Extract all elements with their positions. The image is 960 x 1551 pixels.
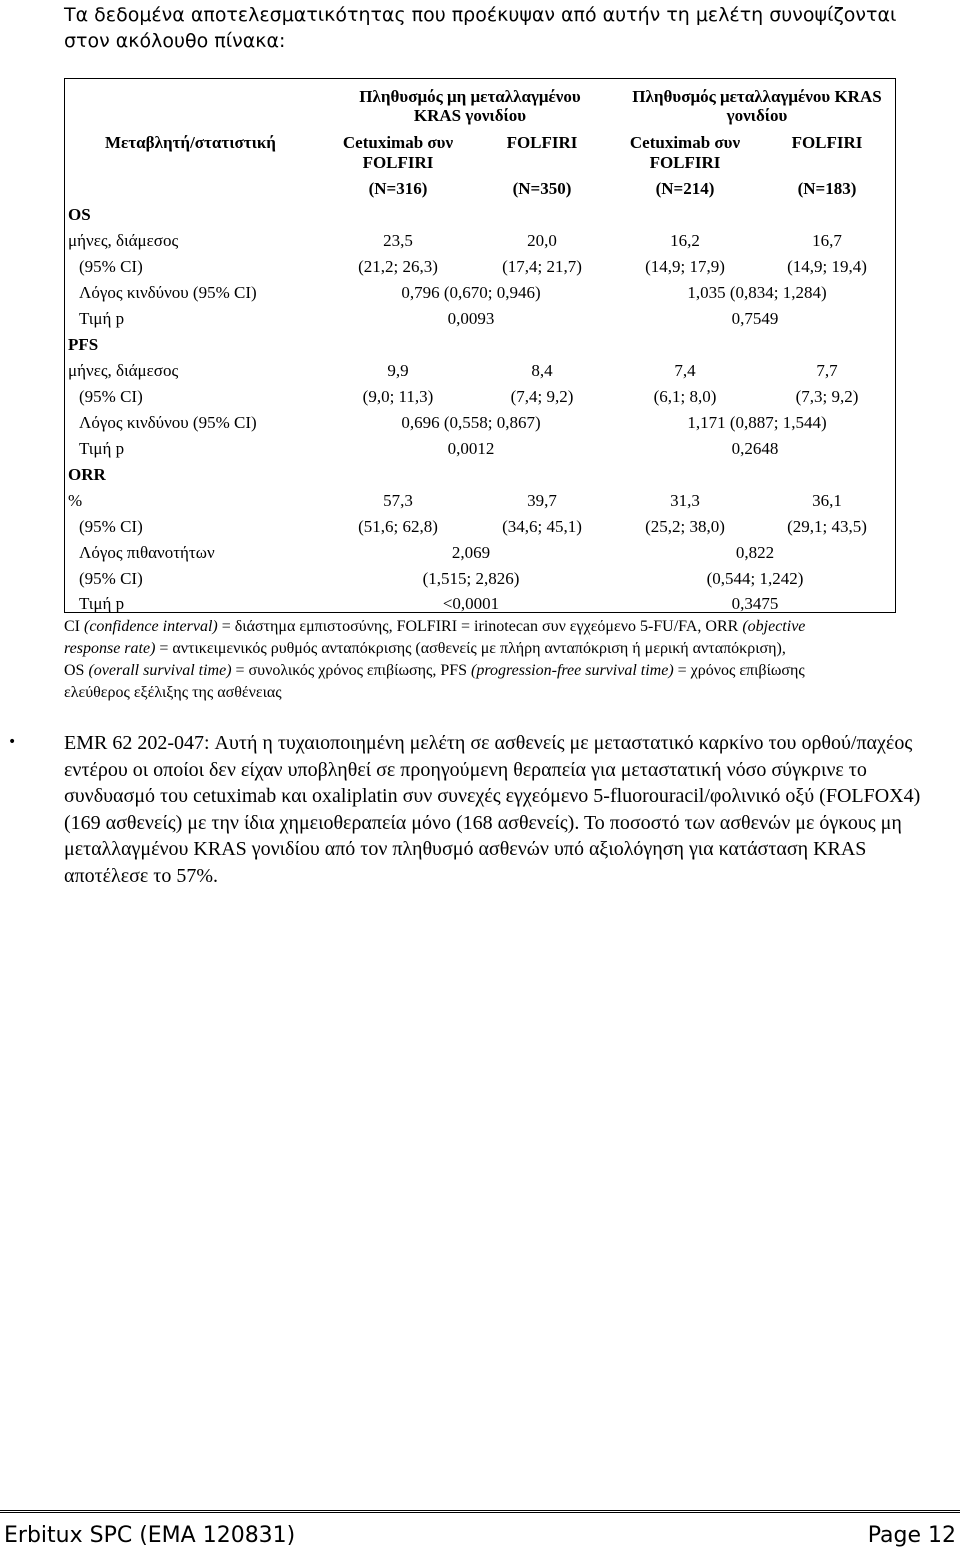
n-arm3: (N=214)	[655, 179, 715, 198]
orr-pct-arm2: 39,7	[527, 491, 557, 510]
study-paragraph: EMR 62 202-047: Αυτή η τυχαιοποιημένη μελέτη σε ασθενείς με μεταστατικό καρκίνο του ορθού/παχέος εντέρου οι οποίοι δεν είχαν υποβληθεί σε προηγούμενη θεραπεία για μεταστατική νόσο σύγκρινε το συνδυασμό του cetuximab και oxaliplatin συν συνεχές εγχεόμενο 5-fluorouracil/φολινικό οξύ (FOLFOX4) (169 ασθενείς) με την ίδια χημειοθεραπεία μόνο (168 ασθενείς). Το ποσοστό των ασθενών με όγκους μη μεταλλαγμένου KRAS γονιδίου από τον πληθυσμό ασθενών υπό αξιολόγηση για κατάσταση KRAS αποτέλεσε το 57%.	[64, 732, 921, 887]
efficacy-table	[64, 78, 896, 613]
intro-text: Τα δεδομένα αποτελεσματικότητας που προέκυψαν από αυτήν τη μελέτη συνοψίζονται στον ακόλουθο πίνακα:	[64, 4, 897, 52]
footnote-text: = χρόνος επιβίωσης	[673, 662, 805, 679]
footnote-italic: (progression-free survival time)	[471, 662, 674, 679]
pfs-p-mut: 0,2648	[731, 439, 779, 458]
footnote-text: = διάστημα εμπιστοσύνης, FOLFIRI = irinotecan συν εγχεόμενο 5-FU/FA, ORR	[217, 618, 743, 635]
os-median-arm1: 23,5	[383, 231, 413, 250]
pfs-ci-label: (95% CI)	[79, 387, 143, 406]
n-arm4: (N=183)	[797, 179, 857, 198]
orr-ci-arm3: (25,2; 38,0)	[645, 517, 725, 536]
footnote-text: = συνολικός χρόνος επιβίωσης, PFS	[231, 662, 472, 679]
os-ci-label: (95% CI)	[79, 257, 143, 276]
os-ci-arm1: (21,2; 26,3)	[358, 257, 438, 276]
orr-or-ci-label: (95% CI)	[79, 569, 143, 588]
footer-page-number: Page 12	[867, 1523, 956, 1548]
header-arm3-l2: FOLFIRI	[649, 153, 721, 172]
footnote-line-1	[64, 616, 944, 638]
n-arm1: (N=316)	[368, 179, 428, 198]
header-wt-group-1: Πληθυσμός μη μεταλλαγμένου	[359, 87, 581, 106]
os-p-label: Τιμή p	[79, 309, 125, 328]
footnote-text: CI	[64, 618, 84, 635]
os-hr-mut: 1,035 (0,834; 1,284)	[687, 283, 827, 302]
pfs-hr-label: Λόγος κινδύνου (95% CI)	[79, 413, 257, 432]
header-arm1-l1: Cetuximab συν	[342, 133, 454, 152]
pfs-median-arm4: 7,7	[816, 361, 838, 380]
os-ci-arm3: (14,9; 17,9)	[645, 257, 725, 276]
os-ci-arm2: (17,4; 21,7)	[502, 257, 582, 276]
orr-or-label: Λόγος πιθανοτήτων	[79, 543, 215, 562]
pfs-ci-arm3: (6,1; 8,0)	[653, 387, 717, 406]
pfs-median-arm2: 8,4	[531, 361, 553, 380]
os-median-label: μήνες, διάμεσος	[68, 231, 179, 250]
header-wt-group-2: KRAS γονιδίου	[413, 106, 527, 125]
footnote-italic: (confidence interval)	[84, 618, 218, 635]
orr-or-ci-wt: (1,515; 2,826)	[422, 569, 520, 588]
footnote-text: = αντικειμενικός ρυθμός ανταπόκρισης (ασθενείς με πλήρη ανταπόκριση ή μερική ανταπόκριση),	[155, 640, 786, 657]
pfs-median-label: μήνες, διάμεσος	[68, 361, 179, 380]
os-median-arm3: 16,2	[670, 231, 700, 250]
header-mut-group-2: γονιδίου	[726, 106, 788, 125]
os-hr-wt: 0,796 (0,670; 0,946)	[401, 283, 541, 302]
os-median-arm2: 20,0	[527, 231, 557, 250]
header-arm1-l2: FOLFIRI	[362, 153, 434, 172]
footer-divider	[0, 1510, 960, 1513]
orr-p-mut: 0,3475	[731, 594, 779, 613]
table-footnote	[64, 616, 944, 704]
orr-or-ci-mut: (0,544; 1,242)	[706, 569, 804, 588]
pfs-ci-arm2: (7,4; 9,2)	[510, 387, 574, 406]
header-variable: Μεταβλητή/στατιστική	[105, 133, 276, 152]
os-p-wt: 0,0093	[447, 309, 495, 328]
orr-pct-arm1: 57,3	[383, 491, 413, 510]
orr-ci-arm4: (29,1; 43,5)	[787, 517, 867, 536]
orr-pct-label: %	[68, 491, 83, 510]
footnote-line-4: ελεύθερος εξέλιξης της ασθένειας	[64, 684, 282, 701]
section-os: OS	[68, 205, 91, 224]
section-pfs: PFS	[68, 335, 99, 354]
orr-or-wt: 2,069	[451, 543, 491, 562]
pfs-median-arm3: 7,4	[674, 361, 696, 380]
orr-p-wt: <0,0001	[442, 594, 500, 613]
orr-ci-arm2: (34,6; 45,1)	[502, 517, 582, 536]
footnote-italic: response rate)	[64, 640, 156, 657]
os-median-arm4: 16,7	[812, 231, 842, 250]
footnote-line-2	[64, 638, 944, 660]
os-ci-arm4: (14,9; 19,4)	[787, 257, 867, 276]
os-p-mut: 0,7549	[731, 309, 779, 328]
orr-ci-label: (95% CI)	[79, 517, 143, 536]
orr-p-label: Τιμή p	[79, 594, 125, 613]
n-arm2: (N=350)	[512, 179, 572, 198]
footnote-italic: (objective	[742, 618, 806, 635]
bullet-icon: •	[8, 734, 17, 750]
header-arm3-l1: Cetuximab συν	[629, 133, 741, 152]
orr-pct-arm4: 36,1	[812, 491, 842, 510]
orr-ci-arm1: (51,6; 62,8)	[358, 517, 438, 536]
pfs-ci-arm1: (9,0; 11,3)	[362, 387, 434, 406]
orr-pct-arm3: 31,3	[670, 491, 700, 510]
pfs-hr-wt: 0,696 (0,558; 0,867)	[401, 413, 541, 432]
header-arm4: FOLFIRI	[791, 133, 863, 152]
os-hr-label: Λόγος κινδύνου (95% CI)	[79, 283, 257, 302]
footnote-italic: (overall survival time)	[88, 662, 232, 679]
pfs-ci-arm4: (7,3; 9,2)	[795, 387, 859, 406]
pfs-hr-mut: 1,171 (0,887; 1,544)	[687, 413, 827, 432]
pfs-p-wt: 0,0012	[447, 439, 495, 458]
footnote-text: OS	[64, 662, 89, 679]
pfs-p-label: Τιμή p	[79, 439, 125, 458]
footer-document-title: Erbitux SPC (EMA 120831)	[4, 1523, 296, 1548]
orr-or-mut: 0,822	[735, 543, 775, 562]
section-orr: ORR	[68, 465, 106, 484]
header-mut-group-1: Πληθυσμός μεταλλαγμένου KRAS	[632, 87, 882, 106]
pfs-median-arm1: 9,9	[387, 361, 409, 380]
footnote-line-3	[64, 660, 944, 682]
header-arm2: FOLFIRI	[506, 133, 578, 152]
